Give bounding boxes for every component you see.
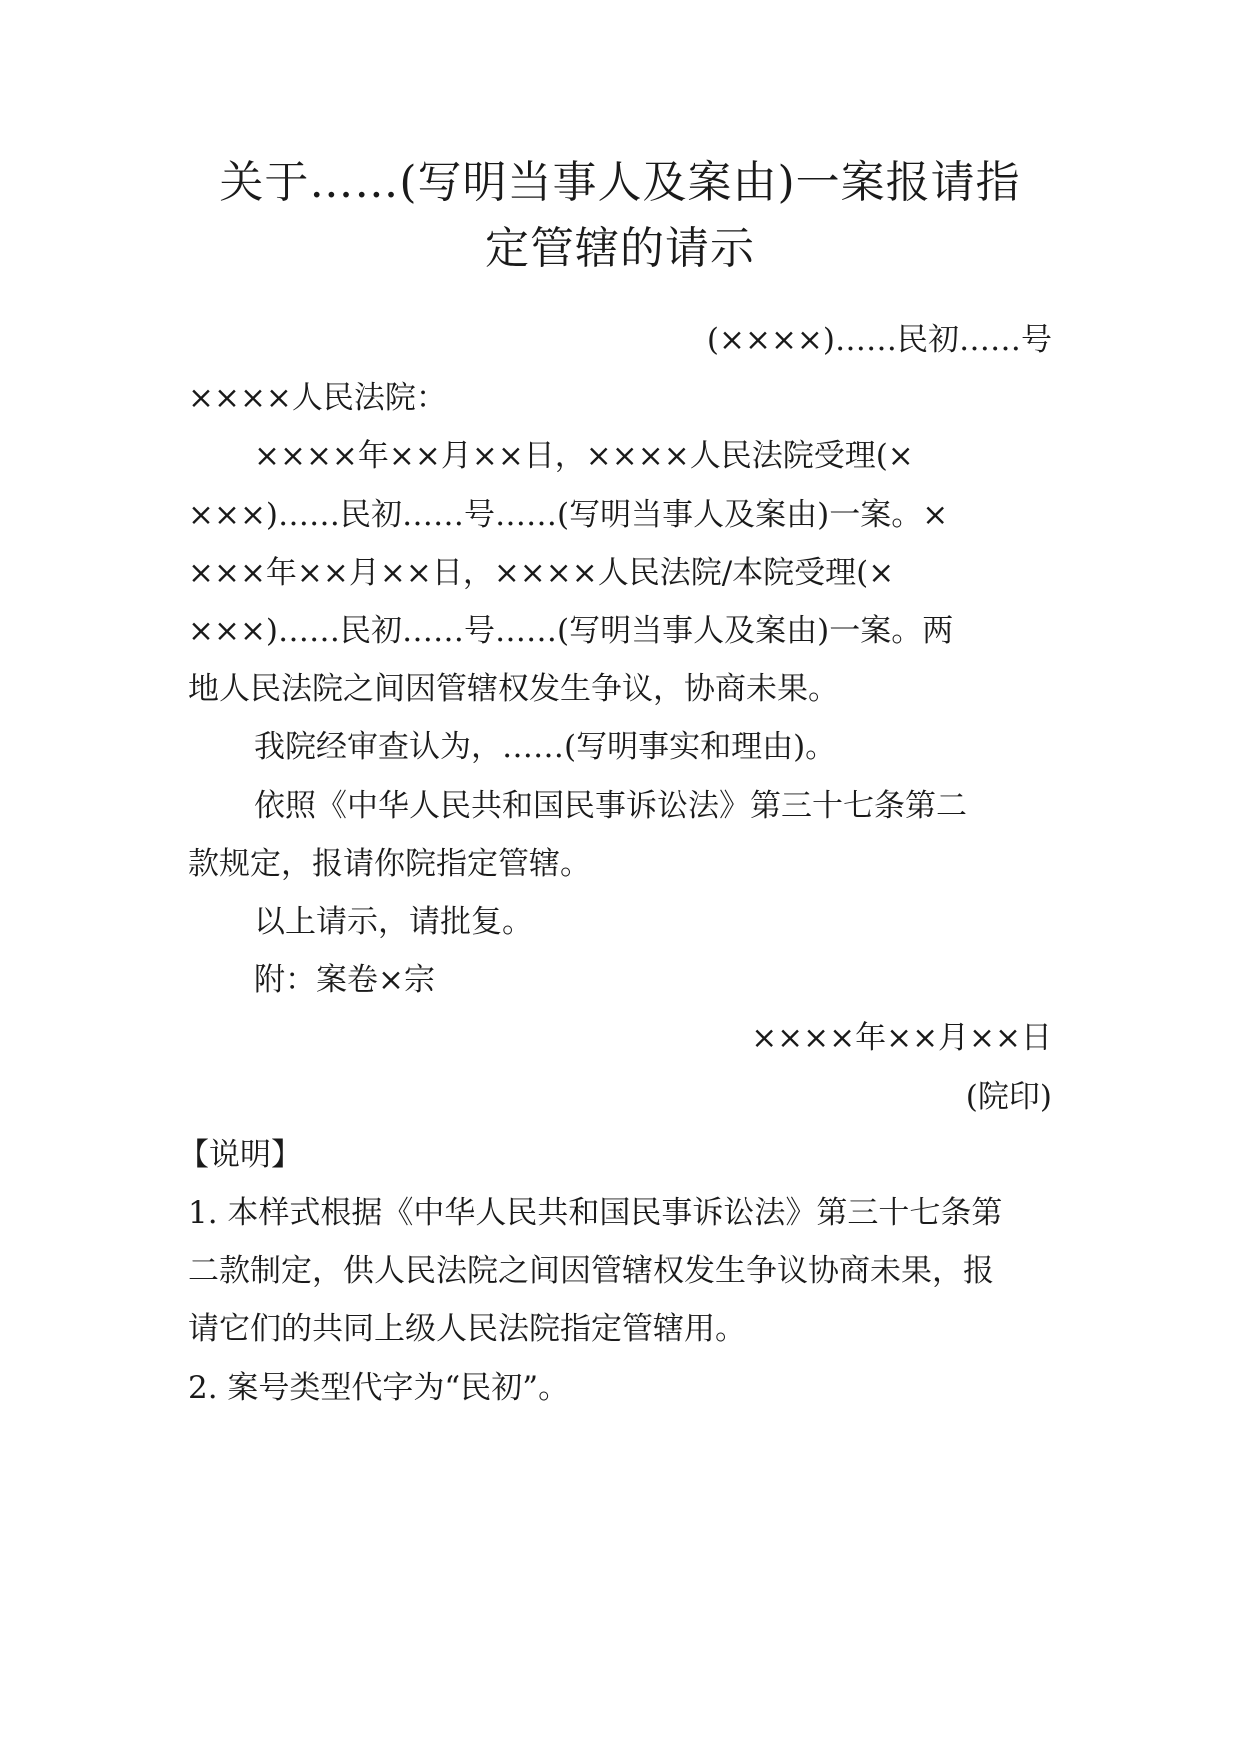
document-title xyxy=(150,150,1090,282)
body-paragraph-4: 以上请示，请批复。 xyxy=(254,904,533,940)
body-paragraph-1-line-3: ×××年××月××日，××××人民法院/本院受理(× xyxy=(188,555,895,591)
body-paragraph-2: 我院经审查认为，……(写明事实和理由)。 xyxy=(254,729,837,765)
signature-date: ××××年××月××日 xyxy=(751,1020,1052,1056)
note-2: 2. 案号类型代字为“民初”。 xyxy=(188,1370,570,1406)
note-1-line-1: 1. 本样式根据《中华人民共和国民事诉讼法》第三十七条第 xyxy=(188,1195,1003,1231)
case-number: (××××)……民初……号 xyxy=(706,322,1052,358)
body-paragraph-1-line-5: 地人民法院之间因管辖权发生争议，协商未果。 xyxy=(188,671,839,707)
note-1-line-3: 请它们的共同上级人民法院指定管辖用。 xyxy=(188,1311,746,1347)
notes-heading: 【说明】 xyxy=(178,1137,302,1173)
title-line-1: 关于……(写明当事人及案由)一案报请指 xyxy=(219,157,1021,208)
body-paragraph-3-line-2: 款规定，报请你院指定管辖。 xyxy=(188,846,591,882)
body-paragraph-1-line-1: ××××年××月××日，××××人民法院受理(× xyxy=(254,438,914,474)
body-paragraph-1-line-4: ×××)……民初……号……(写明当事人及案由)一案。两 xyxy=(188,613,954,649)
title-line-2: 定管辖的请示 xyxy=(485,223,755,274)
note-1-line-2: 二款制定，供人民法院之间因管辖权发生争议协商未果，报 xyxy=(188,1253,994,1289)
attachment-line: 附：案卷×宗 xyxy=(254,962,435,998)
court-seal: (院印) xyxy=(965,1079,1052,1115)
body-paragraph-1-line-2: ×××)……民初……号……(写明当事人及案由)一案。× xyxy=(188,497,949,533)
body-paragraph-3-line-1: 依照《中华人民共和国民事诉讼法》第三十七条第二 xyxy=(254,788,967,824)
addressee: ××××人民法院： xyxy=(188,380,447,416)
